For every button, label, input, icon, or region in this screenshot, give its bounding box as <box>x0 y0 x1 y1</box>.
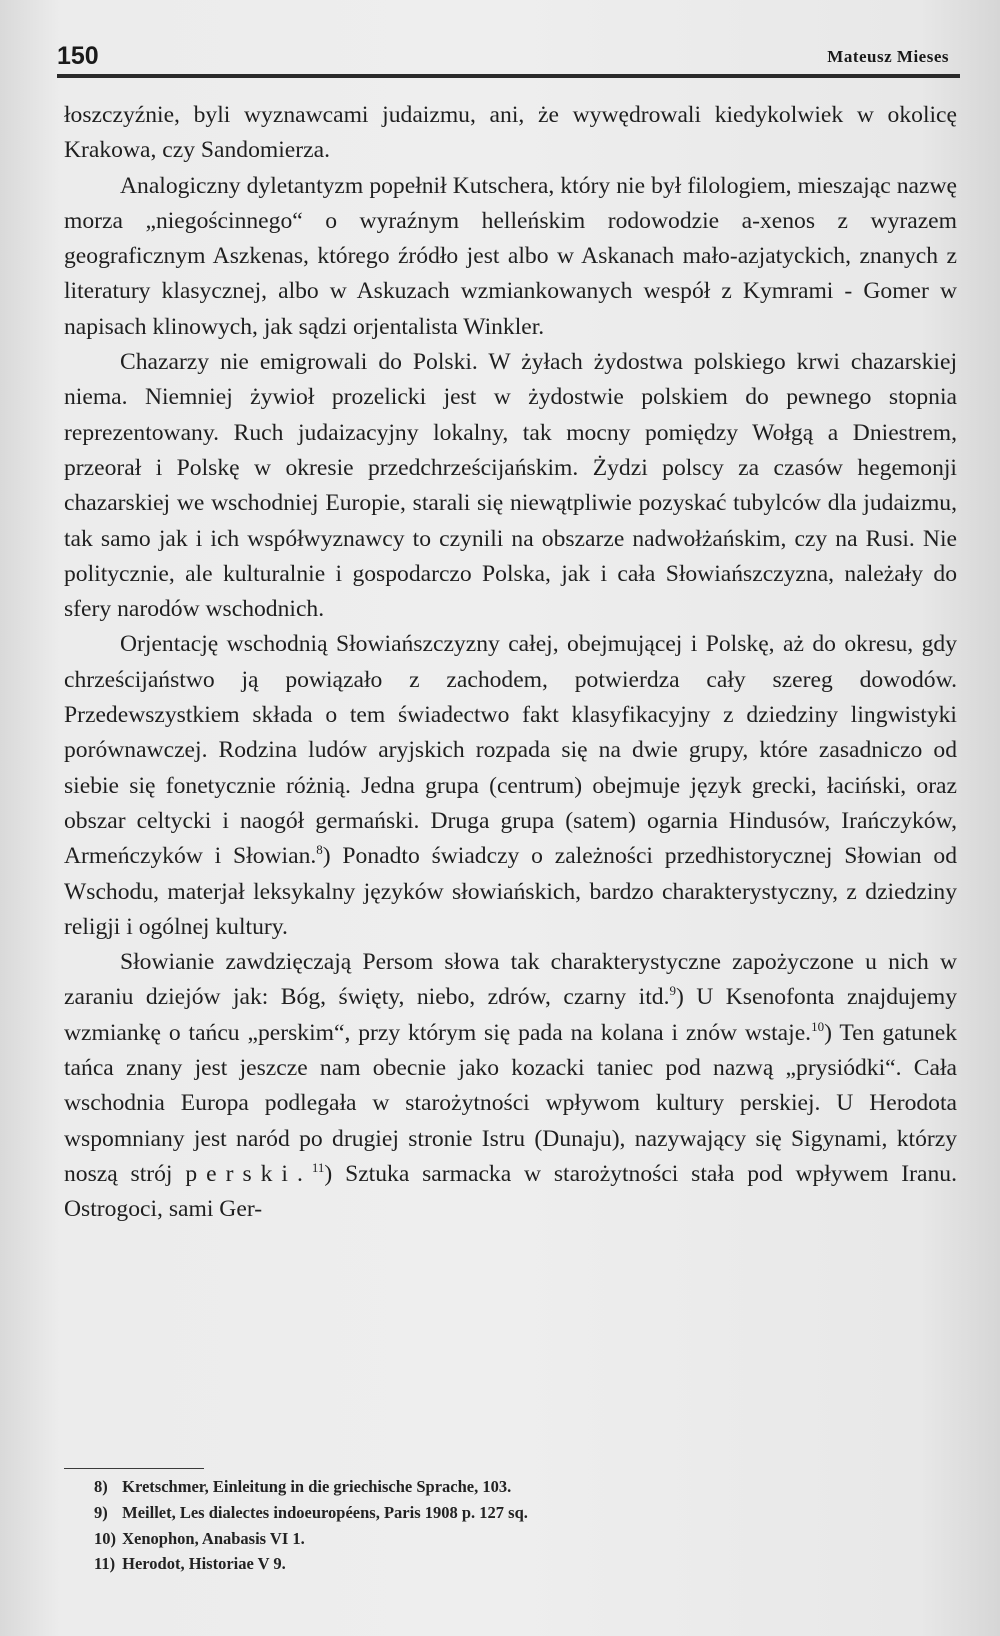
footnote-ref-10: 10 <box>811 1018 825 1034</box>
footnote-number: 11) <box>94 1554 116 1574</box>
footnotes <box>94 1474 914 1577</box>
footnote-item <box>94 1551 914 1577</box>
footnote-text: Meillet, Les dialectes indoeuropéens, Paris 1908 p. 127 sq. <box>122 1502 528 1522</box>
page-header <box>57 38 957 72</box>
footnote-text: Herodot, Historiae V 9. <box>122 1554 286 1574</box>
footnote-item <box>94 1500 914 1526</box>
footnote-number: 9) <box>94 1502 108 1522</box>
footnote-item <box>94 1526 914 1552</box>
footnote-rule <box>64 1468 204 1469</box>
paragraph-1: łoszczyźnie, byli wyznawcami judaizmu, ani, że wywędrowali kiedykolwiek w okolicę Krakowa, czy Sandomierza. <box>64 102 957 164</box>
paragraph-4-text-cont: ) Ponadto świadczy o zależności przedhistorycznej Słowian od Wschodu, materjał leksykalny języków słowiańskich, bardzo charakterystyczny, z dziedziny religji i ogólnej kultury. <box>64 843 957 940</box>
footnote-text: Kretschmer, Einleitung in die griechische Sprache, 103. <box>122 1477 512 1496</box>
footnote-ref-11: 11 <box>311 1160 325 1176</box>
paragraph-3: Chazarzy nie emigrowali do Polski. W żyłach żydostwa polskiego krwi chazarskiej niema. Niemniej żywioł prozelicki jest w żydostwie polskiem do pewnego stopnia reprezentowany. Ruch judaizacyjny lokalny, tak mocny pomiędzy Wołgą a Dniestrem, przeorał i Polskę w okresie przedchrześcijańskim. Żydzi polscy za czasów hegemonji chazarskiej we wschodniej Europie, starali się niewątpliwie pozyskać tubylców dla judaizmu, tak samo jak i ich współwyznawcy to czynili na obszarze nadwołżańskim, czy na Rusi. Nie politycznie, ale kulturalnie i gospodarczo Polska, jak i cała Słowiańszczyzna, należały do sfery narodów wschodnich. <box>64 349 957 623</box>
paragraph-4 <box>64 627 957 945</box>
paragraph-5-text-d: ) Sztuka sarmacka w starożytności stała pod wpływem Iranu. Ostrogoci, sami Ger- <box>64 1160 957 1223</box>
paragraph-4-text: Orjentację wschodnią Słowiańszczyzny całej, obejmującej i Polskę, aż do okresu, gdy chrześcijaństwo ją powiązało z zachodem, potwierdza cały szereg dowodów. Przedewszystkiem składa o tem świadectwo fakt klasyfikacyjny z dziedziny lingwistyki porównawczej. Rodzina ludów aryjskich rozpada się na dwie grupy, które zasadniczo od siebie się fonetycznie różnią. Jedna grupa (centrum) obejmuje język grecki, łaciński, oraz obszar celtycki i naogół germański. Druga grupa (satem) ogarnia Hindusów, Irańczyków, Armeńczyków i Słowian. <box>64 631 957 870</box>
header-rule <box>57 74 960 78</box>
running-head-author: Mateusz Mieses <box>827 47 949 66</box>
paragraph-5 <box>64 945 957 1227</box>
footnote-ref-8: 8 <box>316 842 323 858</box>
body-text <box>64 98 957 1228</box>
footnote-item <box>94 1474 914 1500</box>
spaced-word: perski. <box>185 1160 312 1187</box>
footnote-number: 10) <box>94 1528 116 1548</box>
page-number: 150 <box>57 42 99 70</box>
paragraph-2: Analogiczny dyletantyzm popełnił Kutschera, który nie był filologiem, mieszając nazwę morza „niegościnnego“ o wyraźnym helleńskim rodowodzie a-xenos z wyrazem geograficznym Aszkenas, którego źródło jest albo w Askanach mało-azjatyckich, znanych z literatury klasycznej, albo w Askuzach wzmiankowanych wespół z Kymrami - Gomer w napisach klinowych, jak sądzi orjentalista Winkler. <box>64 172 957 340</box>
paragraph-5-text-b: ) U Ksenofonta znajdujemy wzmiankę o tańcu „perskim“, przy którym się pada na kolana i znów wstaje. <box>64 984 958 1046</box>
footnote-ref-9: 9 <box>669 983 676 999</box>
footnote-text: Xenophon, Anabasis VI 1. <box>122 1528 305 1548</box>
paragraph-5-text-a: Słowianie zawdzięczają Persom słowa tak charakterystyczne zapożyczone u nich w zaraniu dziejów jak: Bóg, święty, niebo, zdrów, czarny itd. <box>64 949 957 1011</box>
footnote-number: 8) <box>94 1477 108 1496</box>
paragraph-5-text-c: ) Ten gatunek tańca znany jest jeszcze nam obecnie jako kozacki taniec pod nazwą „prysiódki“. Cała wschodnia Europa podlegała w starożytności wpływom kultury perskiej. U Herodota wspomniany jest naród po drugiej stronie Istru (Dunaju), nazywający się Sigynami, którzy noszą strój <box>64 1019 958 1187</box>
